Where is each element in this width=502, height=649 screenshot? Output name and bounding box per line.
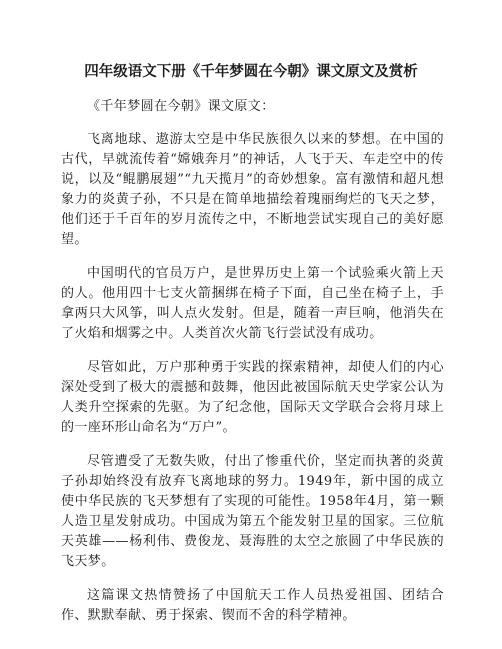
document-title: 四年级语文下册《千年梦圆在今朝》课文原文及赏析 bbox=[84, 64, 418, 80]
paragraph-1: 飞离地球、遨游太空是中华民族很久以来的梦想。在中国的古代，早就流传着“嫦娥奔月”的神话，人飞于天、车走空中的传说，以及“鲲鹏展翅”“九天揽月”的奇妙想象。富有激情和超凡想象力的炎黄子孙，不只是在简单地描绘着瑰丽绚烂的飞天之梦，他们还于千百年的岁月流传之中，不断地尝试实现自己的美好愿望。 bbox=[61, 132, 444, 247]
paragraph-2: 中国明代的官员万户，是世界历史上第一个试验乘火箭上天的人。他用四十七支火箭捆绑在椅子下面，自己坐在椅子上，手拿两只大风筝，叫人点火发射。但是，随着一声巨响，他消失在了火焰和烟雾之中。人类首次火箭飞行尝试没有成功。 bbox=[61, 266, 444, 341]
document-body bbox=[61, 97, 444, 640]
paragraph-3: 尽管如此，万户那种勇于实践的探索精神，却使人们的内心深处受到了极大的震撼和鼓舞，他因此被国际航天史学家公认为人类升空探索的先驱。为了纪念他，国际天文学联合会将月球上的一座环形山命名为“万户”。 bbox=[61, 360, 444, 435]
paragraph-intro: 《千年梦圆在今朝》课文原文： bbox=[87, 99, 275, 114]
paragraph-4: 尽管遭受了无数失败，付出了惨重代价，坚定而执著的炎黄子孙却始终没有放弃飞离地球的努力。1949年，新中国的成立使中华民族的飞天梦想有了实现的可能性。1958年4月，第一颗人造卫星发射成功。中国成为第五个能发射卫星的国家。三位航天英雄——杨利伟、费俊龙、聂海胜的太空之旅圆了中华民族的飞天梦。 bbox=[61, 454, 444, 569]
paragraph-5: 这篇课文热情赞扬了中国航天工作人员热爱祖国、团结合作、默默奉献、勇于探索、锲而不舍的科学精神。 bbox=[61, 588, 444, 623]
